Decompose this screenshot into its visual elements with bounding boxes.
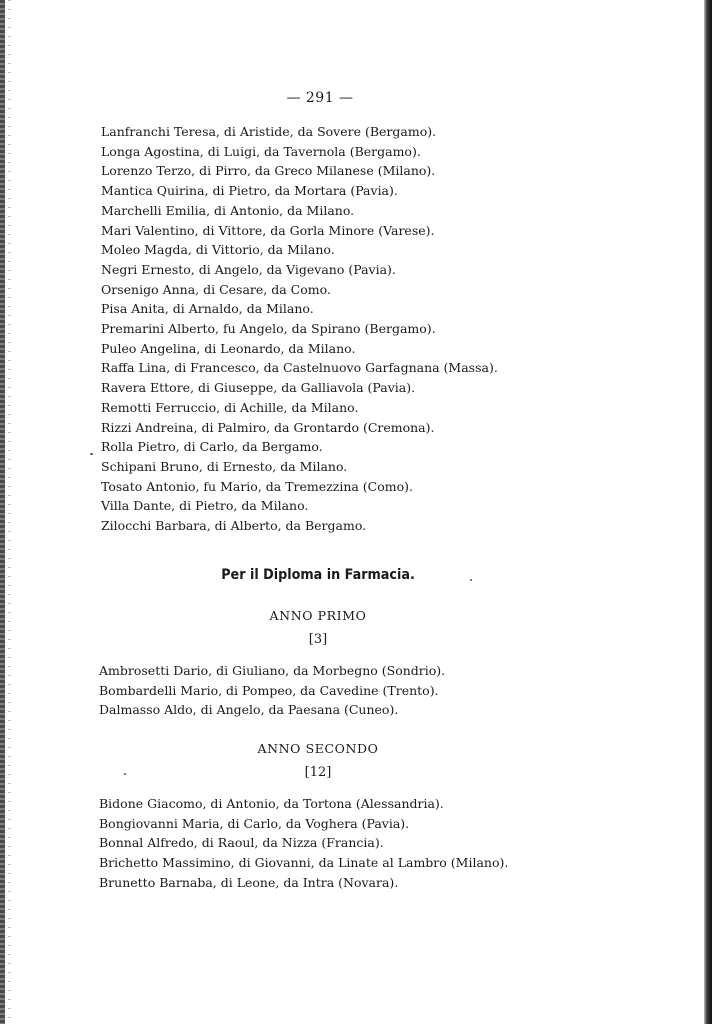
list-item: Tosato Antonio, fu Mario, da Tremezzina (Como). — [101, 478, 414, 494]
section-heading: Per il Diploma in Farmacia. — [221, 567, 415, 583]
list-item: Brichetto Massimino, di Giovanni, da Linate al Lambro (Milano). — [99, 855, 509, 871]
year-count-second: [12] — [304, 765, 332, 780]
list-item: Rolla Pietro, di Carlo, da Bergamo. — [101, 439, 323, 455]
list-item: Dalmasso Aldo, di Angelo, da Paesana (Cuneo). — [99, 702, 399, 718]
list-item: Remotti Ferruccio, di Achille, da Milano. — [101, 399, 359, 415]
list-item: Longa Agostina, di Luigi, da Tavernola (Bergamo). — [101, 143, 421, 159]
list-item: Moleo Magda, di Vittorio, da Milano. — [101, 242, 335, 258]
list-item: Negri Ernesto, di Angelo, da Vigevano (Pavia). — [101, 261, 396, 277]
list-item: Orsenigo Anna, di Cesare, da Como. — [101, 281, 331, 297]
list-item: Bombardelli Mario, di Pompeo, da Cavedine (Trento). — [99, 682, 439, 698]
scan-right-edge — [704, 0, 712, 1024]
year-count-first: [3] — [308, 632, 328, 647]
page-number: — 291 — — [286, 90, 354, 106]
list-item: Mari Valentino, di Vittore, da Gorla Minore (Varese). — [101, 222, 435, 238]
list-item: Mantica Quirina, di Pietro, da Mortara (Pavia). — [101, 183, 398, 199]
list-item: Zilocchi Barbara, di Alberto, da Bergamo. — [101, 518, 367, 534]
student-list-main — [101, 122, 498, 536]
scan-speck — [124, 773, 126, 775]
scan-speck — [470, 579, 472, 581]
list-item: Lorenzo Terzo, di Pirro, da Greco Milanese (Milano). — [101, 163, 436, 179]
list-item: Puleo Angelina, di Leonardo, da Milano. — [101, 340, 356, 356]
list-item: Pisa Anita, di Arnaldo, da Milano. — [101, 301, 314, 317]
scan-left-edge — [0, 0, 5, 1024]
year-heading-first: ANNO PRIMO — [269, 608, 367, 623]
list-item: Ravera Ettore, di Giuseppe, da Galliavola (Pavia). — [101, 380, 416, 396]
scan-left-edge-noise — [8, 0, 11, 1024]
list-item: Raffa Lina, di Francesco, da Castelnuovo Garfagnana (Massa). — [101, 360, 498, 376]
list-item: Bidone Giacomo, di Antonio, da Tortona (Alessandria). — [99, 796, 444, 811]
list-item: Schipani Bruno, di Ernesto, da Milano. — [101, 458, 348, 474]
student-list-year2 — [99, 794, 508, 893]
list-item: Ambrosetti Dario, di Giuliano, da Morbegno (Sondrio). — [99, 663, 446, 678]
student-list-year1 — [99, 661, 445, 720]
list-item: Brunetto Barnaba, di Leone, da Intra (Novara). — [99, 874, 399, 890]
list-item: Rizzi Andreina, di Palmiro, da Grontardo (Cremona). — [101, 419, 435, 435]
list-item: Premarini Alberto, fu Angelo, da Spirano (Bergamo). — [101, 321, 436, 337]
scan-speck — [90, 453, 93, 455]
list-item: Bonnal Alfredo, di Raoul, da Nizza (Francia). — [99, 835, 384, 851]
year-heading-second: ANNO SECONDO — [257, 741, 379, 756]
list-item: Lanfranchi Teresa, di Aristide, da Sovere (Bergamo). — [101, 124, 437, 139]
list-item: Marchelli Emilia, di Antonio, da Milano. — [101, 202, 355, 218]
list-item: Villa Dante, di Pietro, da Milano. — [101, 498, 309, 514]
list-item: Bongiovanni Maria, di Carlo, da Voghera (Pavia). — [99, 815, 410, 831]
